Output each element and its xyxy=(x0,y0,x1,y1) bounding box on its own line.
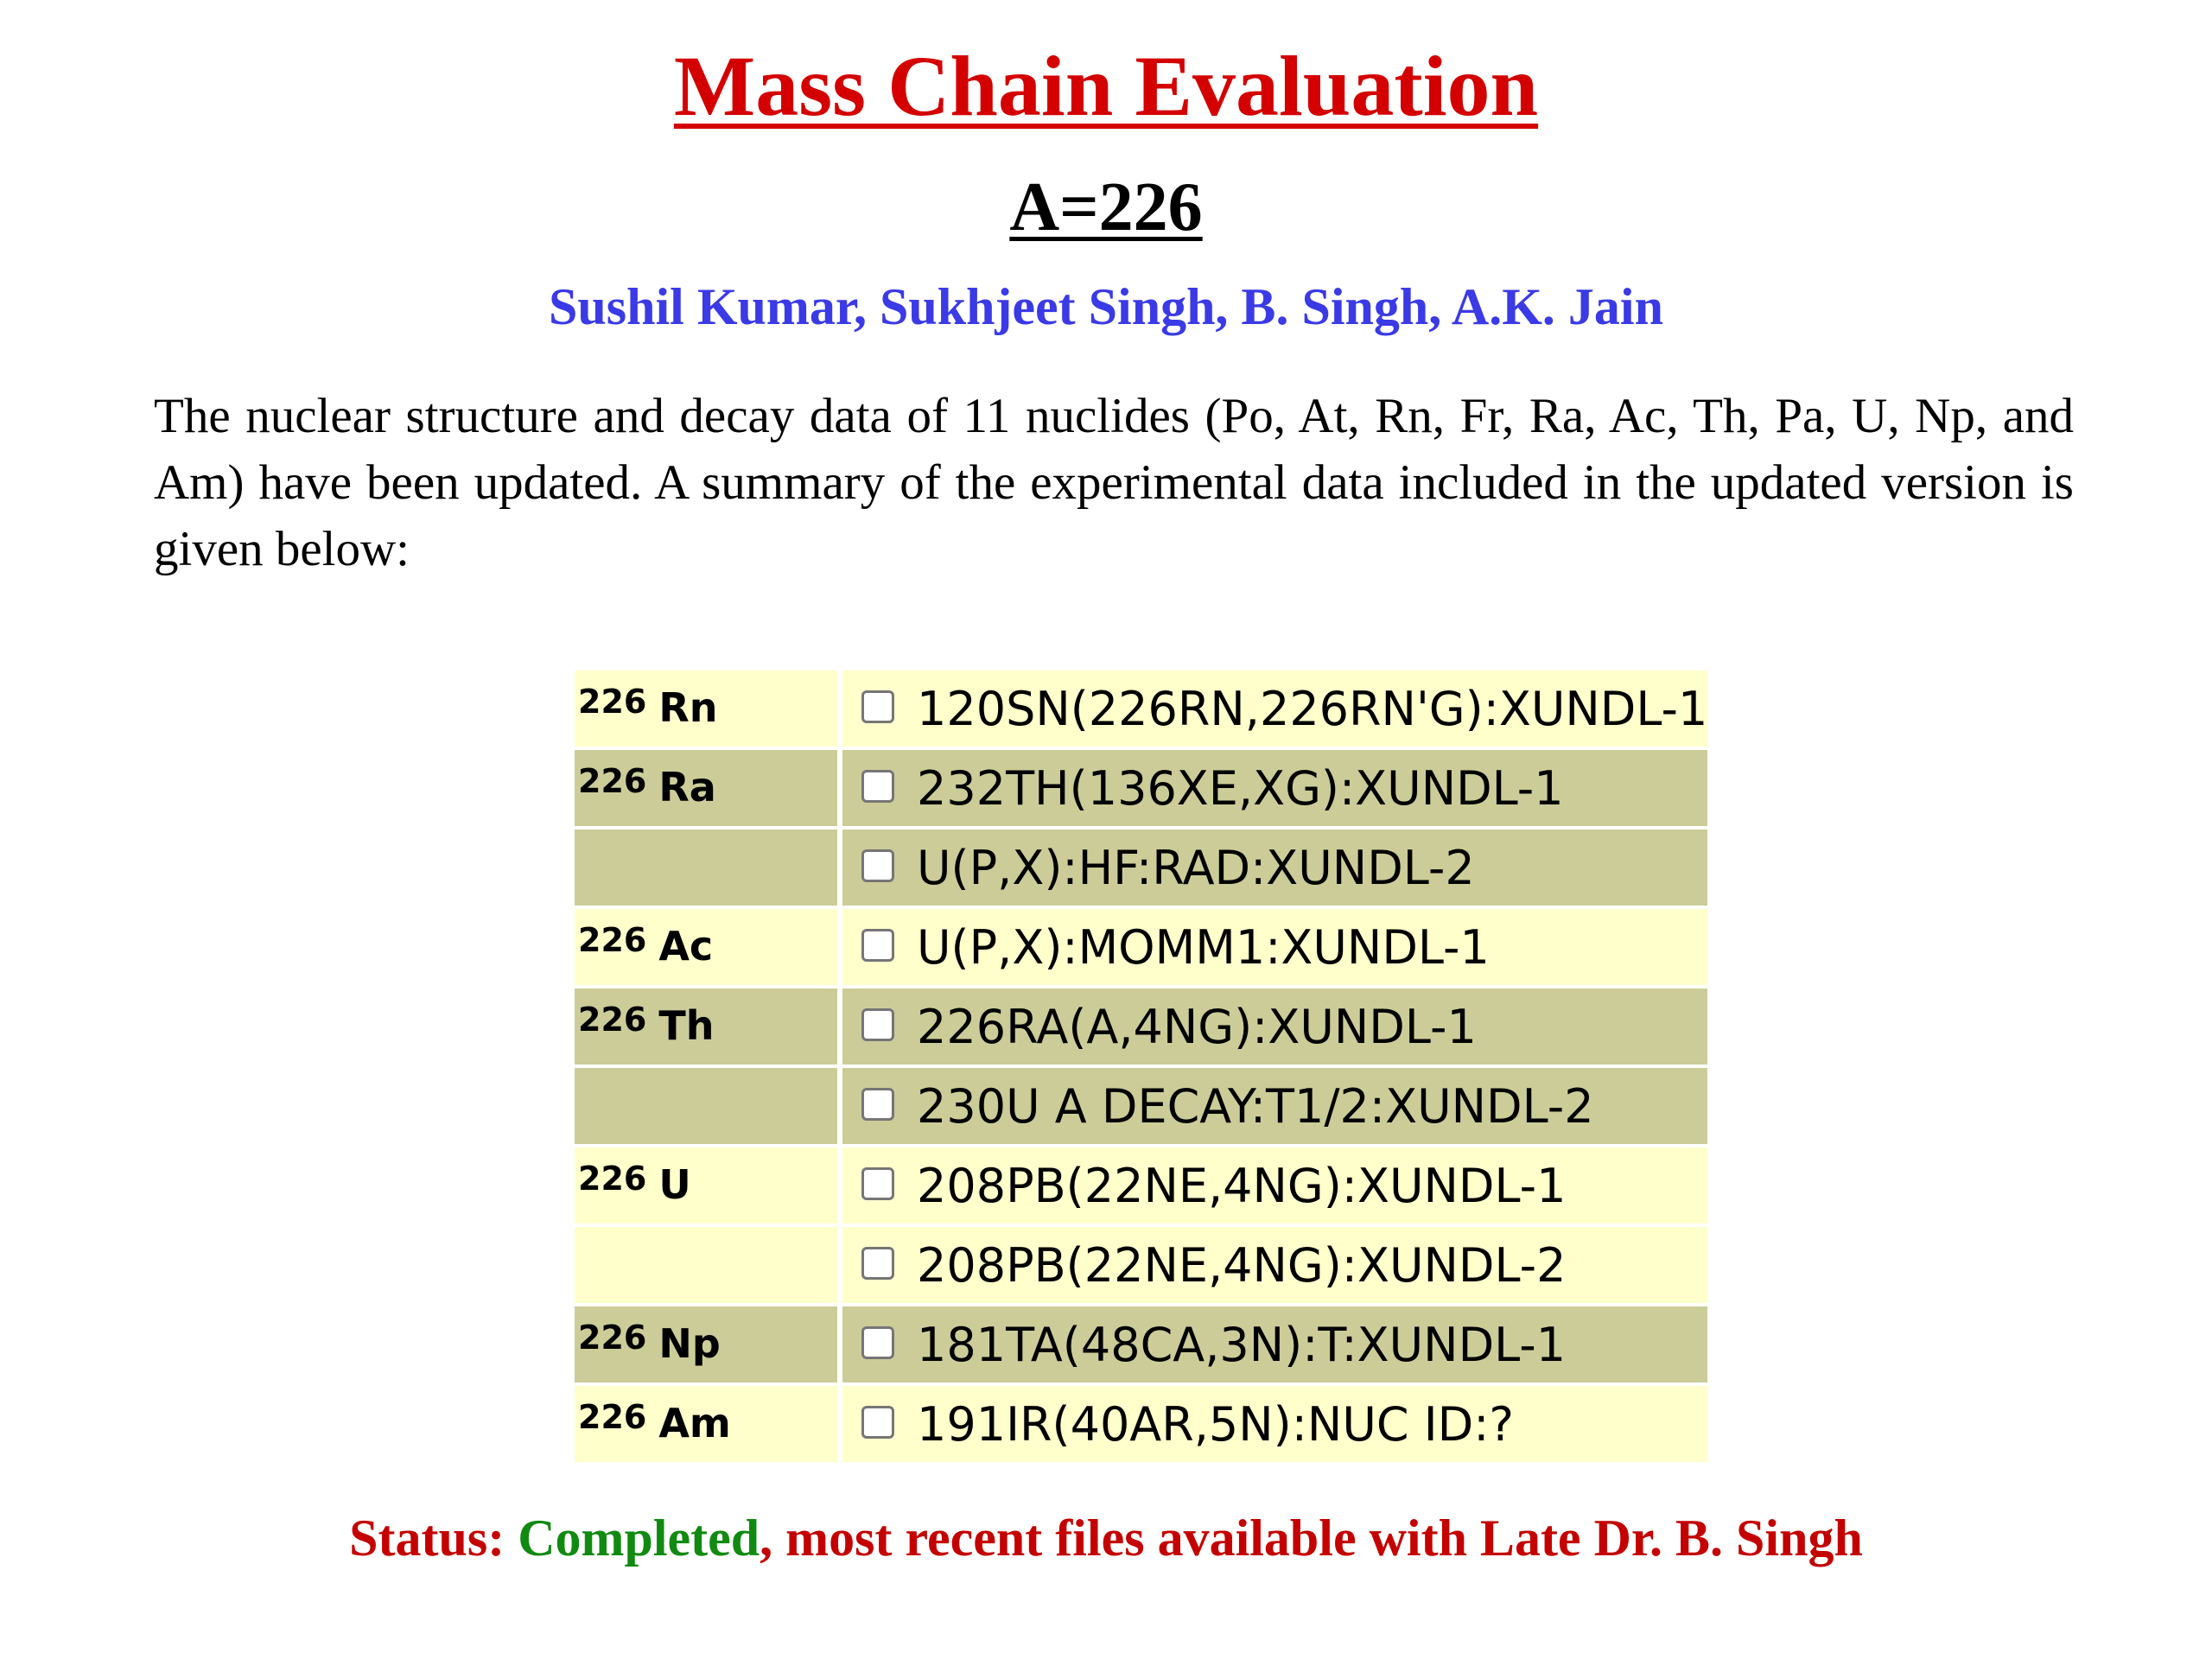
dataset-checkbox[interactable] xyxy=(861,1088,894,1121)
dataset-row xyxy=(575,671,1707,747)
dataset-cell xyxy=(842,830,1707,906)
dataset-cell xyxy=(842,1147,1707,1224)
dataset-checkbox[interactable] xyxy=(861,1247,894,1280)
nuclide-symbol: Ra xyxy=(658,764,716,810)
dataset-row xyxy=(575,1068,1707,1144)
nuclide-label xyxy=(578,671,837,731)
dataset-table-body xyxy=(575,671,1707,1462)
description-paragraph: The nuclear structure and decay data of 11 nuclides (Po, At, Rn, Fr, Ra, Ac, Th, Pa, U, Np, and Am) have been updated. A summary of the experimental data included in the updated version is given below: xyxy=(154,389,2074,576)
nuclide-label xyxy=(578,830,837,881)
dataset-checkbox[interactable] xyxy=(861,690,894,723)
nuclide-label xyxy=(578,1147,837,1208)
nuclide-mass: 226 xyxy=(578,1398,647,1436)
status-note: , most recent files available with Late Dr. B. Singh xyxy=(760,1510,1863,1567)
dataset-checkbox[interactable] xyxy=(861,929,894,962)
nuclide-symbol: U xyxy=(658,1161,691,1208)
dataset-cell xyxy=(842,1306,1707,1382)
dataset-label[interactable]: 181TA(48CA,3N):T:XUNDL-1 xyxy=(917,1317,1567,1372)
dataset-checkbox[interactable] xyxy=(861,849,894,882)
dataset-cell xyxy=(842,671,1707,747)
dataset-label[interactable]: 230U A DECAY:T1/2:XUNDL-2 xyxy=(917,1078,1594,1134)
nuclide-cell xyxy=(575,909,842,985)
dataset-row xyxy=(575,1306,1707,1382)
nuclide-symbol: Np xyxy=(658,1320,721,1367)
nuclide-label xyxy=(578,1068,837,1120)
nuclide-symbol: Am xyxy=(658,1400,731,1446)
nuclide-label xyxy=(578,750,837,810)
dataset-label[interactable]: 191IR(40AR,5N):NUC ID:? xyxy=(917,1396,1515,1452)
nuclide-label xyxy=(578,988,837,1049)
dataset-cell xyxy=(842,1227,1707,1303)
nuclide-cell xyxy=(575,1068,842,1144)
nuclide-cell xyxy=(575,988,842,1065)
nuclide-mass: 226 xyxy=(578,1160,647,1198)
nuclide-symbol: Rn xyxy=(658,684,718,731)
dataset-cell xyxy=(842,909,1707,985)
status-label: Status: xyxy=(349,1510,518,1567)
nuclide-cell xyxy=(575,1147,842,1224)
dataset-row xyxy=(575,1227,1707,1303)
mass-chain-heading: A=226 xyxy=(1009,169,1203,245)
nuclide-cell xyxy=(575,1306,842,1382)
dataset-cell xyxy=(842,988,1707,1065)
dataset-label[interactable]: 120SN(226RN,226RN'G):XUNDL-1 xyxy=(917,681,1708,736)
dataset-cell xyxy=(842,750,1707,826)
dataset-row xyxy=(575,830,1707,906)
dataset-label[interactable]: U(P,X):MOMM1:XUNDL-1 xyxy=(917,919,1490,975)
dataset-row xyxy=(575,909,1707,985)
nuclide-mass: 226 xyxy=(578,683,647,721)
status-value: Completed xyxy=(518,1510,760,1567)
nuclide-cell xyxy=(575,1386,842,1462)
dataset-checkbox[interactable] xyxy=(861,1406,894,1439)
nuclide-mass: 226 xyxy=(578,921,647,959)
nuclide-cell xyxy=(575,830,842,906)
authors-line: Sushil Kumar, Sukhjeet Singh, B. Singh, A.K. Jain xyxy=(549,278,1663,335)
nuclide-mass: 226 xyxy=(578,1001,647,1039)
status-line xyxy=(0,1503,2212,1573)
nuclide-label xyxy=(578,1227,837,1279)
dataset-row xyxy=(575,750,1707,826)
dataset-row xyxy=(575,1147,1707,1224)
nuclide-label xyxy=(578,1386,837,1446)
dataset-cell xyxy=(842,1386,1707,1462)
nuclide-cell xyxy=(575,1227,842,1303)
nuclide-cell xyxy=(575,750,842,826)
dataset-label[interactable]: 208PB(22NE,4NG):XUNDL-1 xyxy=(917,1158,1567,1213)
nuclide-cell xyxy=(575,671,842,747)
nuclide-mass: 226 xyxy=(578,762,647,800)
nuclide-symbol: Th xyxy=(658,1002,715,1049)
dataset-checkbox[interactable] xyxy=(861,770,894,803)
dataset-checkbox[interactable] xyxy=(861,1167,894,1200)
dataset-label[interactable]: U(P,X):HF:RAD:XUNDL-2 xyxy=(917,840,1475,895)
dataset-checkbox[interactable] xyxy=(861,1326,894,1359)
nuclide-mass: 226 xyxy=(578,1319,647,1357)
dataset-cell xyxy=(842,1068,1707,1144)
nuclide-label xyxy=(578,1306,837,1367)
nuclide-label xyxy=(578,909,837,969)
dataset-table xyxy=(575,667,1707,1465)
dataset-label[interactable]: 232TH(136XE,XG):XUNDL-1 xyxy=(917,760,1564,816)
dataset-checkbox[interactable] xyxy=(861,1008,894,1041)
dataset-label[interactable]: 208PB(22NE,4NG):XUNDL-2 xyxy=(917,1237,1567,1293)
dataset-label[interactable]: 226RA(A,4NG):XUNDL-1 xyxy=(917,999,1477,1054)
dataset-row xyxy=(575,988,1707,1065)
page-title: Mass Chain Evaluation xyxy=(673,38,1539,134)
dataset-row xyxy=(575,1386,1707,1462)
nuclide-symbol: Ac xyxy=(658,923,714,969)
